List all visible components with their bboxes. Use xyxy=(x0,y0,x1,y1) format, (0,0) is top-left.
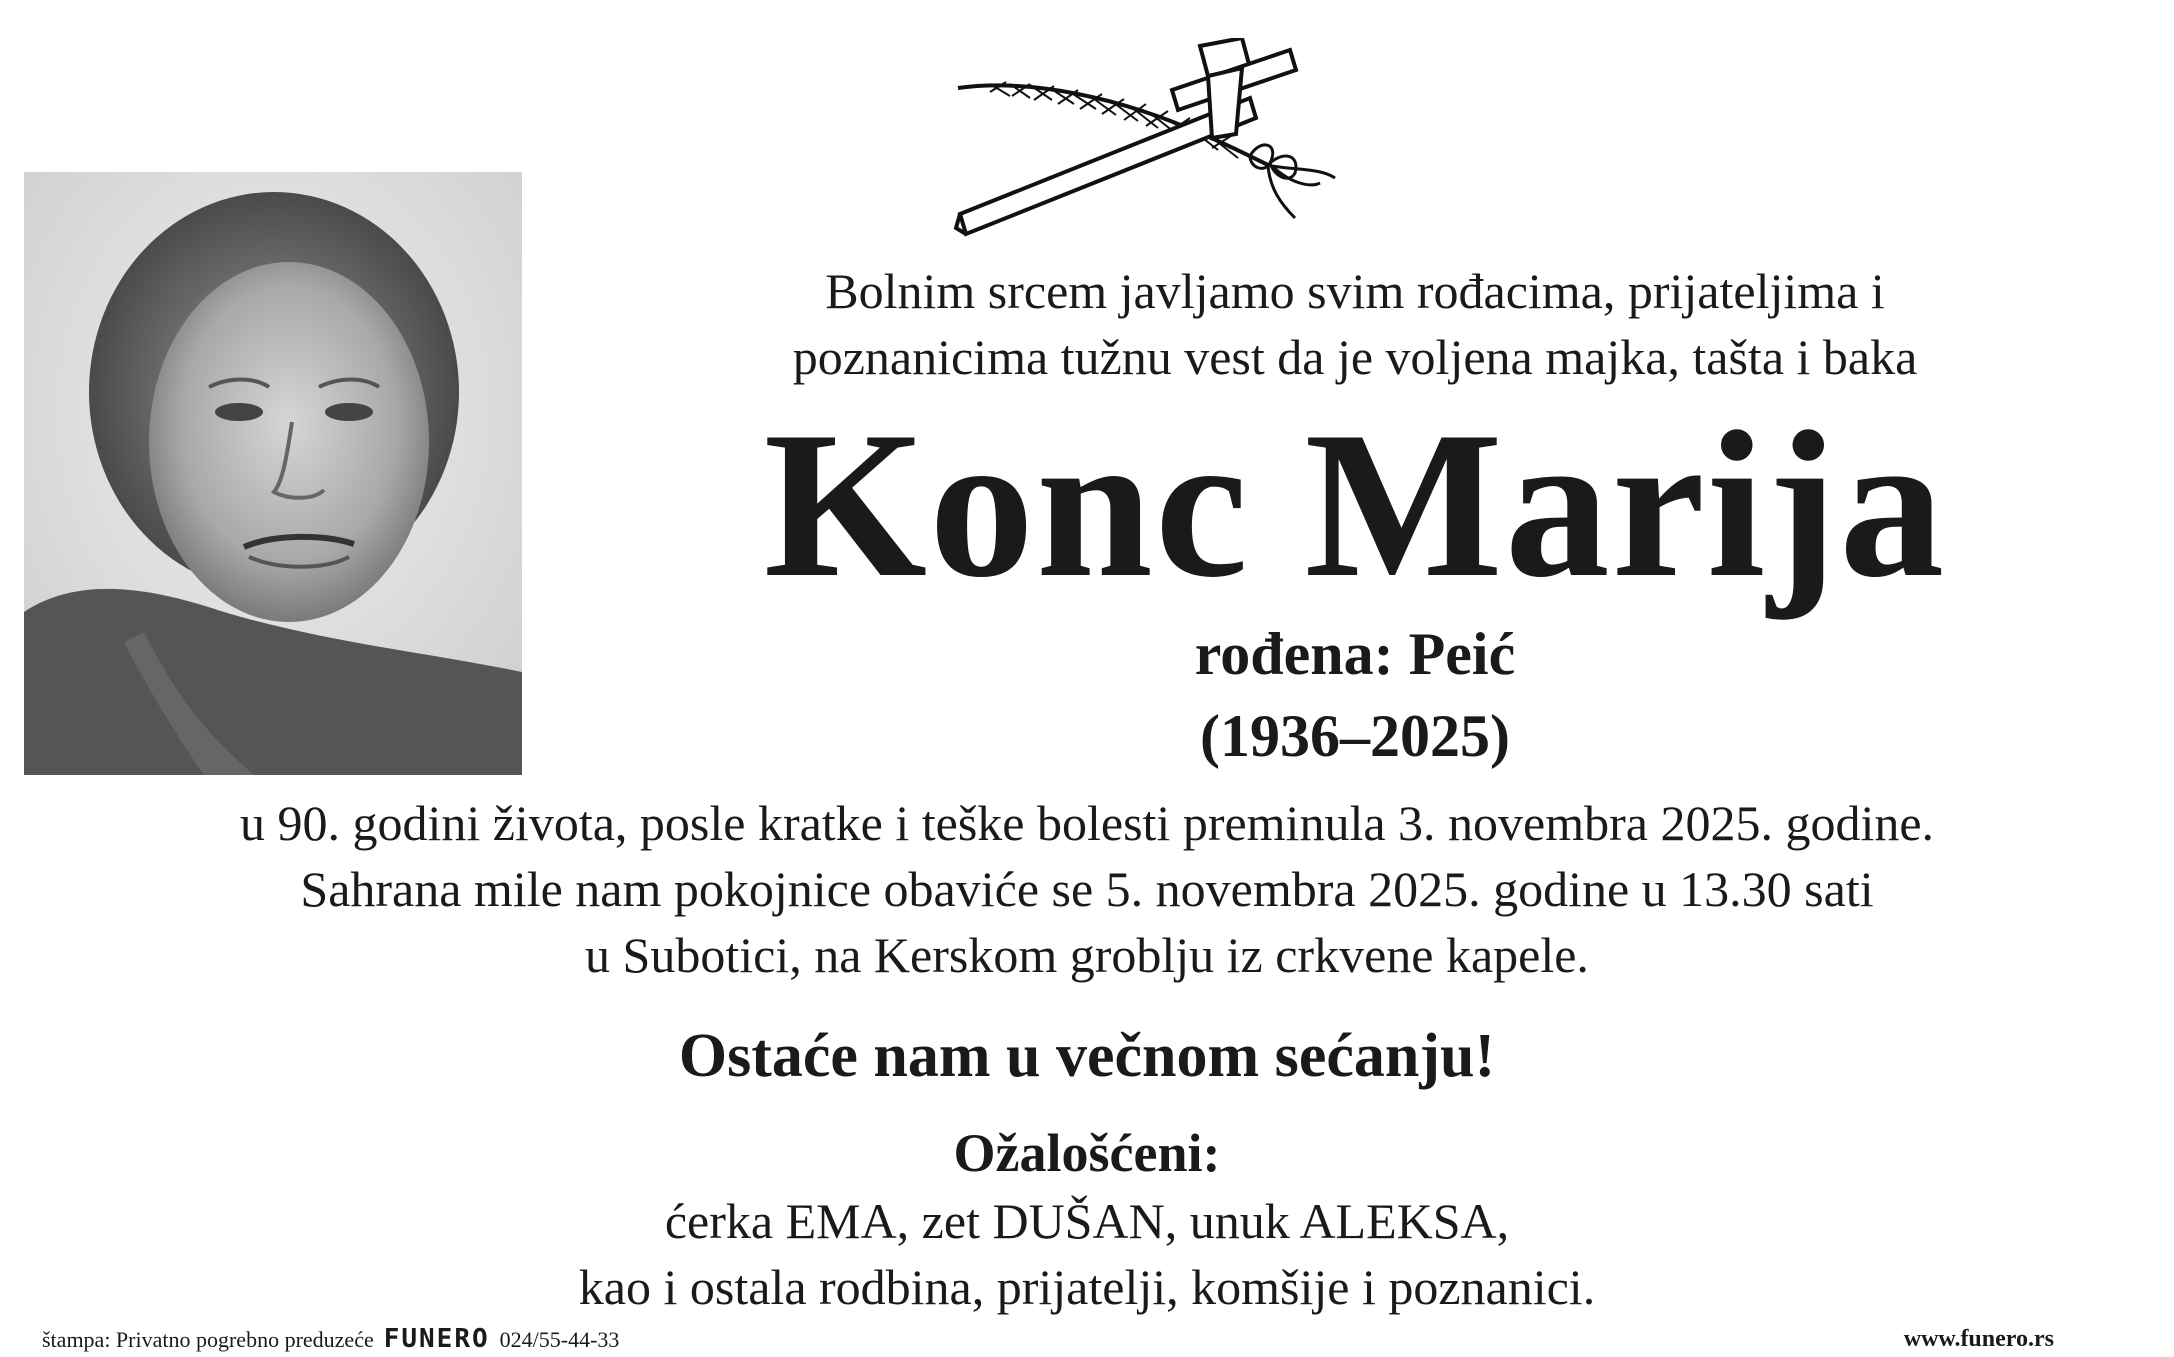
mourners-line-1: ćerka EMA, zet DUŠAN, unuk ALEKSA, xyxy=(664,1193,1510,1249)
mourners-list xyxy=(0,1188,2174,1320)
footer-print-info xyxy=(42,1326,619,1353)
print-prefix: štampa: Privatno pogrebno preduzeće xyxy=(42,1327,374,1352)
life-years: (1936–2025) xyxy=(1200,703,1510,769)
body-line-1: u 90. godini života, posle kratke i teške bolesti preminula 3. novembra 2025. godine. xyxy=(239,795,1935,851)
remembrance-line: Ostaće nam u večnom sećanju! xyxy=(678,1022,1496,1090)
website-link[interactable]: www.funero.rs xyxy=(1903,1326,2054,1352)
deceased-name: Konc Marija xyxy=(763,389,1947,621)
notice-body xyxy=(0,790,2174,988)
intro-text xyxy=(560,258,2150,390)
portrait-photo xyxy=(24,172,522,775)
cross-with-palm-icon xyxy=(950,38,1350,238)
body-line-3: u Subotici, na Kerskom groblju iz crkvene kapele. xyxy=(585,927,1589,983)
maiden-name: rođena: Peić xyxy=(1194,621,1516,687)
intro-line-1: Bolnim srcem javljamo svim rođacima, prijateljima i xyxy=(825,263,1885,319)
funero-logo: FUNERO xyxy=(383,1324,490,1354)
mourners-title: Ožalošćeni: xyxy=(953,1123,1221,1183)
body-line-2: Sahrana mile nam pokojnice obaviće se 5. novembra 2025. godine u 13.30 sati xyxy=(300,861,1874,917)
phone-number: 024/55-44-33 xyxy=(499,1327,620,1352)
intro-line-2: poznanicima tužnu vest da je voljena majka, tašta i baka xyxy=(792,329,1918,385)
mourners-line-2: kao i ostala rodbina, prijatelji, komšije i poznanici. xyxy=(578,1259,1596,1315)
